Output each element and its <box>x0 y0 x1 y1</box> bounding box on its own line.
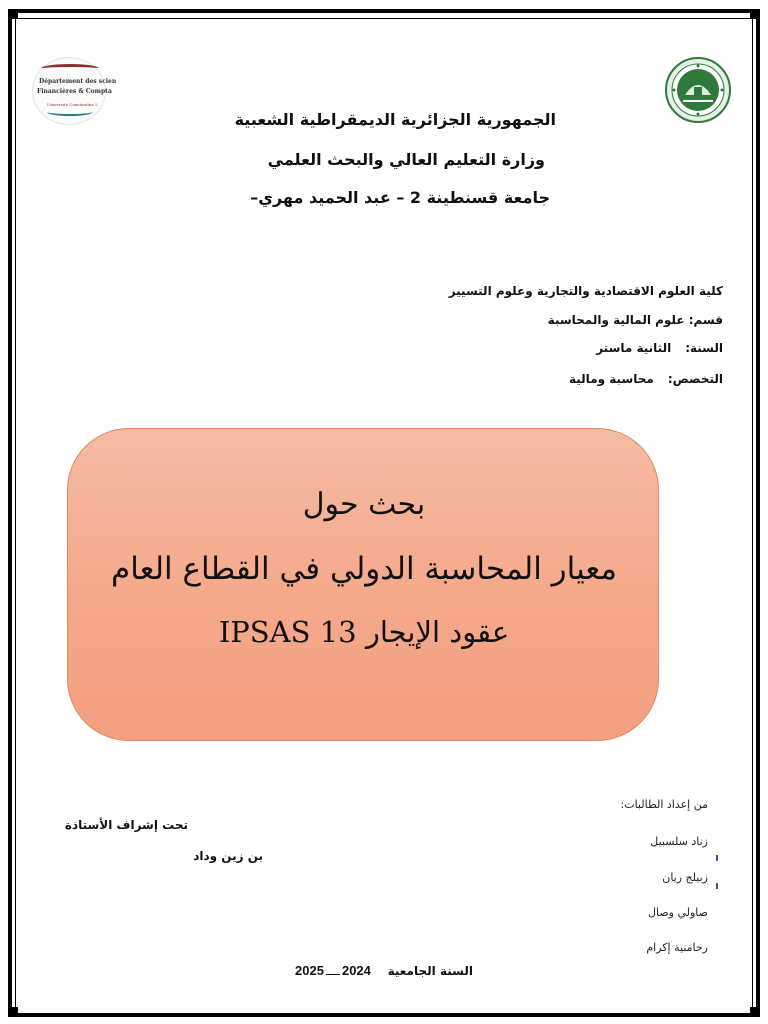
academic-year-end: 2025 <box>295 963 324 978</box>
department-logo <box>32 57 117 125</box>
academic-year-start: 2024 <box>341 963 371 978</box>
logo-swoosh-top <box>41 64 99 73</box>
border-corner <box>750 9 760 19</box>
ministry-heading: وزارة التعليم العالي والبحث العلمي <box>267 150 545 169</box>
university-heading: جامعة قسنطينة 2 – عبد الحميد مهري– <box>250 188 550 207</box>
logo-text-line2: Financières & Compta <box>37 88 112 95</box>
title-line-2: معيار المحاسبة الدولي في القطاع العام <box>111 551 617 587</box>
specialty-label: التخصص: <box>667 372 723 386</box>
title-line-1: بحث حول <box>302 487 426 522</box>
year-level-value: الثانية ماستر <box>596 341 672 355</box>
border-corner <box>750 1007 760 1017</box>
title-line-3: عقود الإيجار IPSAS 13 <box>218 615 510 649</box>
student-name: زبيلج ريان <box>662 871 708 884</box>
specialty-line <box>569 372 723 386</box>
logo-text-line1: Département des scien <box>39 78 117 85</box>
student-name: رحامنية إكرام <box>646 941 708 954</box>
title-box <box>67 428 659 741</box>
academic-year-line <box>0 963 768 978</box>
supervisor-name: بن زين وداد <box>193 849 263 863</box>
faculty-line: كلية العلوم الاقتصادية والتجارية وعلوم التسيير <box>448 284 723 298</box>
department-line: قسم: علوم المالية والمحاسبة <box>547 313 723 327</box>
border-corner <box>8 1007 18 1017</box>
students-heading: من إعداد الطالبات: <box>620 798 708 811</box>
year-level-label: السنة: <box>685 341 723 355</box>
specialty-value: محاسبة ومالية <box>569 372 654 386</box>
republic-heading: الجمهورية الجزائرية الديمقراطية الشعبية <box>234 110 556 129</box>
year-separator <box>326 974 340 975</box>
supervisor-label: تحت إشراف الأستاذة <box>64 818 188 832</box>
logo-swoosh-bottom <box>47 108 93 116</box>
student-name: صاولي وصال <box>647 906 708 919</box>
academic-year-label: السنة الجامعية <box>387 964 473 978</box>
blue-tick-mark <box>716 855 718 861</box>
year-level-line <box>596 341 723 355</box>
logo-text-line3: Université Constantine 2 <box>47 102 98 107</box>
student-name: زناد سلسبيل <box>650 835 708 848</box>
border-corner <box>8 9 18 19</box>
blue-tick-mark <box>716 883 718 889</box>
university-seal-logo <box>665 57 731 123</box>
